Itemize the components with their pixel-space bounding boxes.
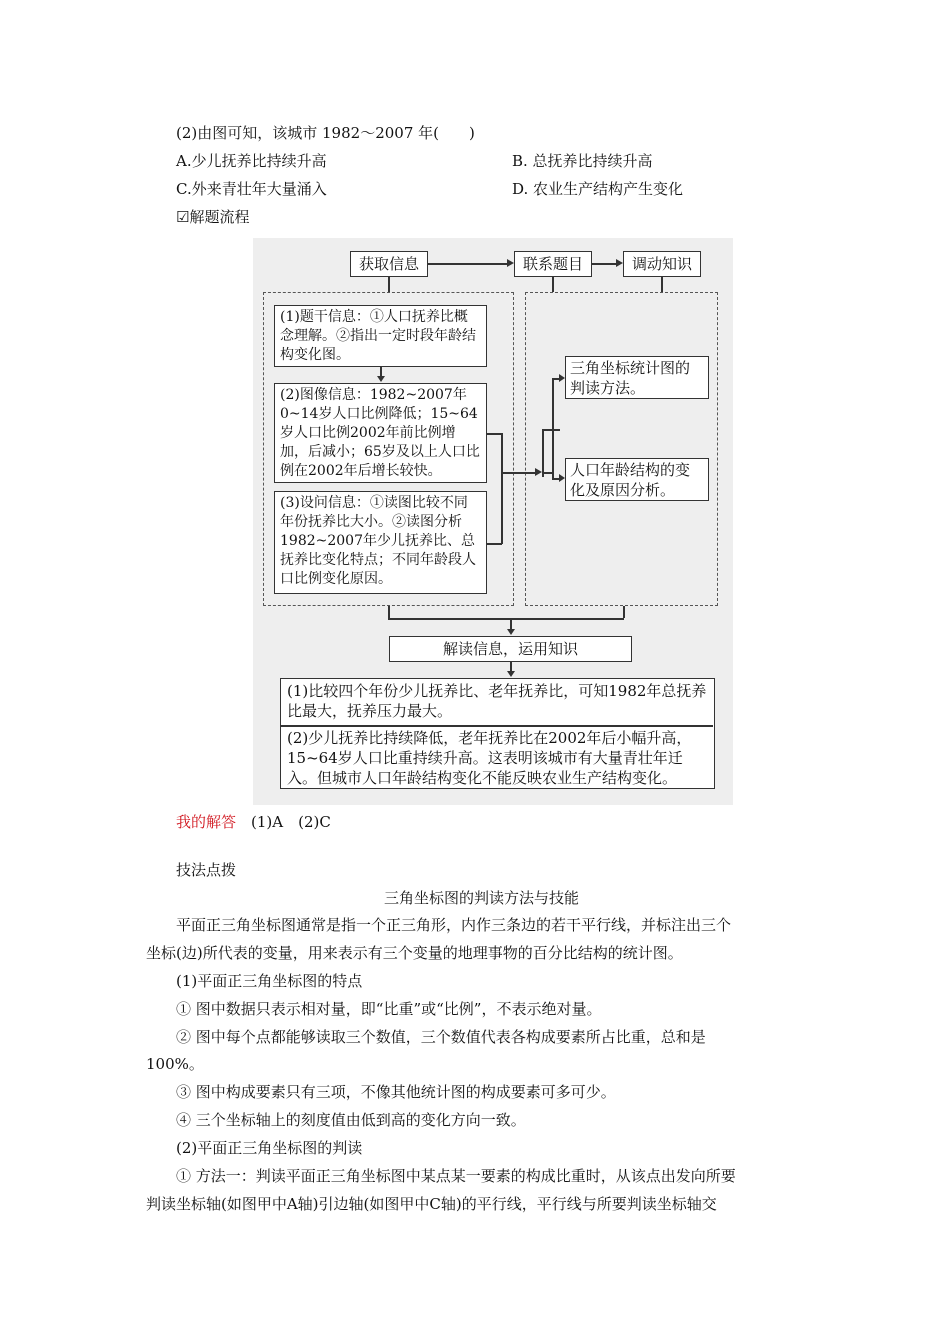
answer-line	[176, 812, 331, 832]
info-box-1	[274, 305, 487, 367]
connector	[487, 433, 502, 435]
arrow-line	[428, 263, 508, 265]
tips-point-3: ③ 图中构成要素只有三项，不像其他统计图的构成要素可多可少。	[176, 1083, 616, 1101]
info-text-3: (3)设问信息：①读图比较不同年份抚养比大小。②读图分析1982~2007年少儿抚养比、总抚养比变化特点；不同年龄段人口比例变化原因。	[280, 495, 476, 587]
knowledge-text-1: 三角坐标统计图的判读方法。	[570, 359, 691, 397]
info-text-2: (2)图像信息：1982~2007年0~14岁人口比例降低；15~64岁人口比例2002年前比例增加，后减小；65岁及以上人口比例在2002年后增长较快。	[280, 387, 480, 479]
arrow-head	[507, 629, 515, 635]
flow-heading: ☑解题流程	[176, 208, 250, 226]
connector	[487, 543, 502, 545]
result-text-1: (1)比较四个年份少儿抚养比、老年抚养比，可知1982年总抚养比最大，抚养压力最大。	[287, 682, 707, 720]
question-stem: (2)由图可知，该城市 1982～2007 年( )	[176, 124, 475, 142]
tips-point-5a: ① 方法一：判读平面正三角坐标图中某点某一要素的构成比重时，从该点出发向所要	[176, 1167, 736, 1185]
tips-intro-2: 坐标(边)所代表的变量，用来表示有三个变量的地理事物的百分比结构的统计图。	[146, 944, 683, 962]
header-link-question: 联系题目	[514, 251, 592, 277]
apply-box: 解读信息，运用知识	[389, 636, 632, 662]
knowledge-region	[525, 292, 718, 606]
tips-point-5b: 判读坐标轴(如图甲中A轴)引边轴(如图甲中C轴)的平行线，平行线与所要判读坐标轴交	[146, 1195, 717, 1213]
arrow-head	[507, 671, 515, 677]
arrow-head	[377, 376, 385, 382]
tips-sub-1: (1)平面正三角坐标图的特点	[176, 972, 363, 990]
tips-point-2b: 100%。	[146, 1055, 204, 1073]
arrow-head	[507, 259, 514, 267]
connector	[501, 433, 503, 544]
connector	[552, 378, 554, 478]
divider	[281, 725, 713, 727]
knowledge-box-1	[565, 356, 709, 399]
knowledge-box-2	[565, 458, 709, 501]
info-box-2	[274, 383, 487, 483]
tips-title: 三角坐标图的判读方法与技能	[384, 889, 580, 907]
arrow-head	[616, 259, 623, 267]
tips-intro-1: 平面正三角坐标图通常是指一个正三角形，内作三条边的若干平行线，并标注出三个	[176, 916, 732, 934]
info-text-1: (1)题干信息：①人口抚养比概念理解。②指出一定时段年龄结构变化图。	[280, 309, 476, 363]
tips-point-1: ① 图中数据只表示相对量，即“比重”或“比例”，不表示绝对量。	[176, 1000, 602, 1018]
knowledge-text-2: 人口年龄结构的变化及原因分析。	[570, 461, 691, 499]
result-text-2: (2)少儿抚养比持续降低，老年抚养比在2002年后小幅升高，15~64岁人口比重持续升高。这表明该城市有大量青壮年迁入。但城市人口年龄结构变化不能反映农业生产结构变化。	[287, 729, 692, 787]
option-a: A.少儿抚养比持续升高	[176, 152, 327, 170]
tips-sub-2: (2)平面正三角坐标图的判读	[176, 1139, 363, 1157]
option-b: B. 总抚养比持续升高	[512, 152, 653, 170]
info-box-3	[274, 491, 487, 594]
header-mobilize-knowledge: 调动知识	[623, 251, 701, 277]
option-c: C.外来青壮年大量涌入	[176, 180, 327, 198]
connector	[661, 277, 663, 292]
connector	[388, 606, 390, 618]
connector	[623, 606, 625, 618]
connector	[552, 277, 554, 292]
connector	[543, 472, 553, 474]
arrow-head	[535, 468, 542, 476]
tips-point-4: ④ 三个坐标轴上的刻度值由低到高的变化方向一致。	[176, 1111, 526, 1129]
arrow-line	[592, 263, 617, 265]
answer-label: 我的解答	[176, 813, 237, 831]
answer-text: (1)A (2)C	[251, 813, 331, 831]
flowchart	[253, 238, 733, 805]
tips-heading: 技法点拨	[176, 861, 237, 879]
checkbox-icon: ☑	[176, 208, 190, 226]
connector	[388, 277, 390, 292]
connector	[542, 429, 560, 431]
tips-point-2a: ② 图中每个点都能够读取三个数值，三个数值代表各构成要素所占比重，总和是	[176, 1028, 706, 1046]
result-box	[280, 678, 715, 789]
connector	[542, 429, 544, 477]
option-d: D. 农业生产结构产生变化	[512, 180, 684, 198]
connector	[501, 472, 536, 474]
connector	[388, 618, 624, 620]
header-get-info: 获取信息	[350, 251, 428, 277]
